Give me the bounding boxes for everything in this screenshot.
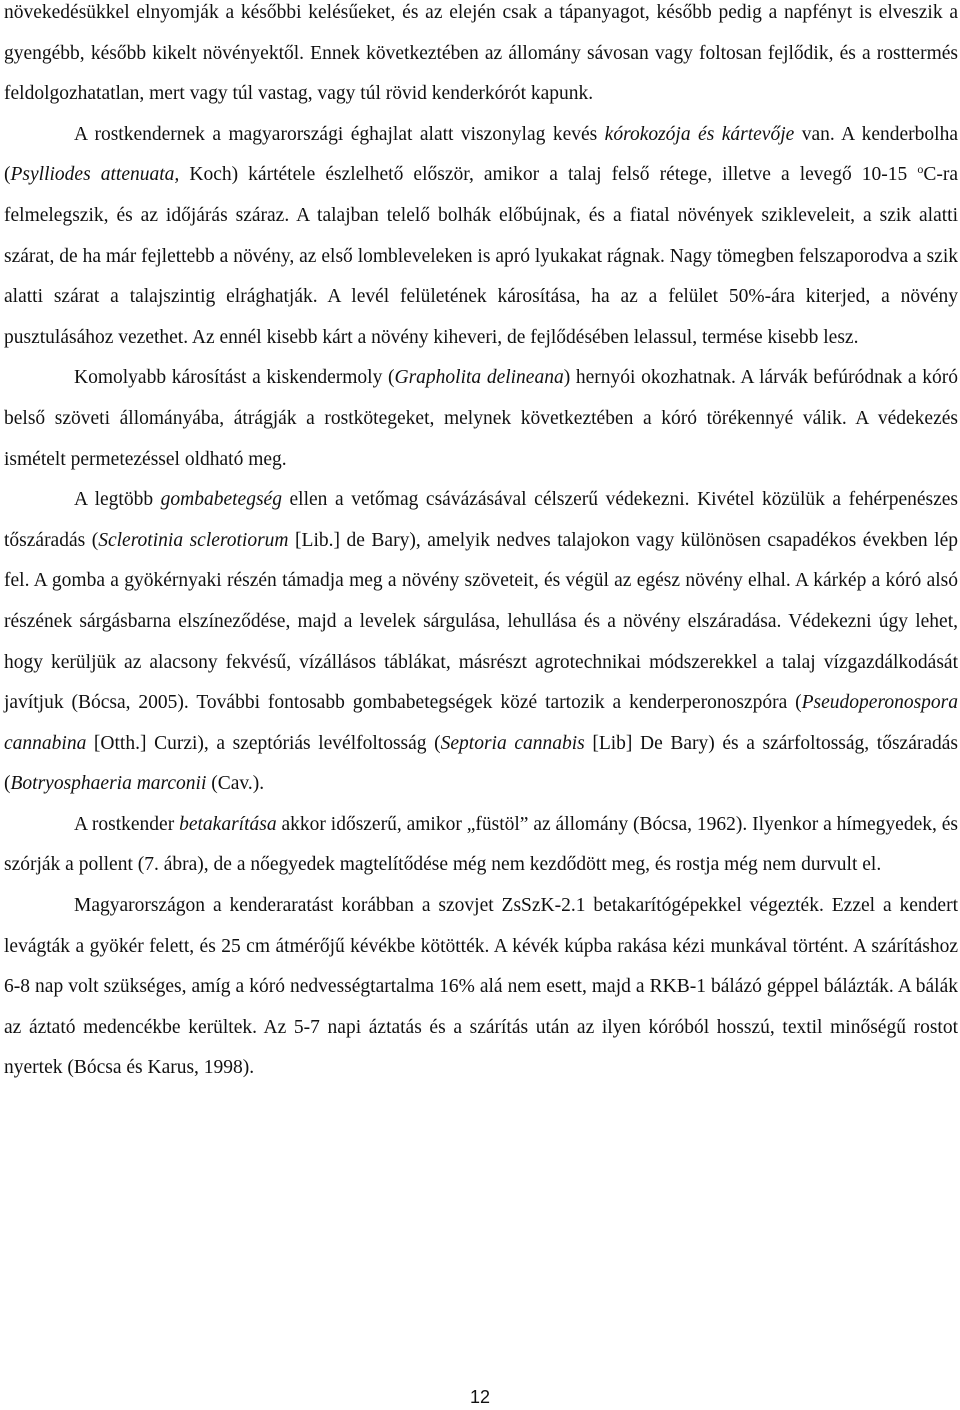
text-run: A legtöbb [74,489,161,511]
text-run: A rostkendernek a magyarországi éghajlat alatt viszonylag kevés [74,123,605,145]
text-run: A rostkender [74,813,180,835]
italic-text: Pseudoperonospora cannabina [4,692,958,754]
text-run: Magyarországon a kenderaratást korábban a szovjet ZsSzK-2.1 betakarítógépekkel végezték. Ezzel a kendert levágták a gyökér felett, és 25 cm átmérőjű kévékbe kötötték. A kévék kúpba rakása kézi munkával történt. A szárításhoz 6-8 nap volt szükséges, amíg a kóró nedvességtartalma 16% alá nem esett, majd a RKB-1 bálázó géppel bálázták. A bálák az áztató medencékbe kerültek. Az 5-7 napi áztatás és a szárítás után az ilyen kóróból hosszú, textil minőségű rostot nyertek (Bócsa és Karus, 1998). [4,895,958,1079]
italic-text: Septoria cannabis [440,732,585,754]
paragraph-5 [4,805,958,886]
document-body [4,0,958,1089]
italic-text: Sclerotinia sclerotiorum [98,529,289,551]
text-run: C-ra felmelegszik, és az időjárás száraz. A talajban telelő bolhák előbújnak, és a fiatal növények szikleveleit, a szik alatti szárat, de ha már fejlettebb a növény, az első lombleveleken is apró lyukakat rágnak. Nagy tömegben felszaporodva a szik alatti szárat a talajszintig elrághatják. A levél felületének károsítása, ha az a felület 50%-ára kiterjed, a növény pusztulásához vezethet. Az ennél kisebb kárt a növény kiheveri, de fejlődésében lelassul, termése kisebb lesz. [4,164,959,348]
text-run: ellen a vetőmag csávázásával célszerű védekezni. Kivétel közülük a fehérpenészes tőszáradás ( [4,489,958,551]
text-run: (Cav.). [206,773,265,795]
italic-text: kórokozója és kártevője [604,123,795,145]
text-run: [Otth.] Curzi), a szeptóriás levélfoltosság ( [86,732,441,754]
text-run: akkor időszerű, amikor „füstöl” az állomány (Bócsa, 1962). Ilyenkor a hímegyedek, és szórják a pollent (7. ábra), de a nőegyedek magtelítődése még nem kezdődött meg, és rostja még nem durvult el. [4,813,958,876]
superscript-text: o [917,162,924,177]
italic-text: Psylliodes attenuata, [10,164,180,186]
italic-text: Botryosphaeria marconii [10,773,207,795]
italic-text: Grapholita delineana [394,367,564,389]
italic-text: betakarítása [179,813,277,835]
paragraph-2 [4,115,958,359]
paragraph-3 [4,358,958,480]
paragraph-1 [4,0,958,115]
text-run: ) hernyói okozhatnak. A lárvák befúródnak a kóró belső szöveti állományába, átrágják a rostkötegeket, melynek következtében a kóró törékennyé válik. A védekezés ismételt permetezéssel oldható meg. [4,367,958,470]
text-run: [Lib] De Bary) és a szárfoltosság, tőszáradás ( [4,732,958,795]
italic-text: gombabetegség [160,489,282,511]
page-number: 12 [469,1387,491,1407]
paragraph-4 [4,480,958,805]
text-run: van. A kenderbolha ( [4,123,958,186]
text-run: Koch) kártétele észlelhető először, amikor a talaj felső rétege, illetve a levegő 10-15 [179,164,918,186]
paragraph-6 [4,886,958,1089]
text-run: Komolyabb károsítást a kiskendermoly ( [74,367,395,389]
text-run: [Lib.] de Bary), amelyik nedves talajokon vagy különösen csapadékos években lép fel. A gomba a gyökérnyaki részén támadja meg a növény szöveteit, és végül az egész növény elhal. A kárkép a kóró alsó részének sárgásbarna elszíneződése, majd a levelek sárgulása, lehullása és a növény elszáradása. Védekezni úgy lehet, hogy kerüljük az alacsony fekvésű, vízállásos táblákat, másrészt agrotechnikai módszerekkel a talaj vízgazdálkodását javítjuk (Bócsa, 2005). További fontosabb gombabetegségek közé tartozik a kenderperonoszpóra ( [4,529,958,714]
text-run: növekedésükkel elnyomják a későbbi kelésűeket, és az elején csak a tápanyagot, később pedig a napfényt is elveszik a gyengébb, később kikelt növényektől. Ennek következtében az állomány sávosan vagy foltosan fejlődik, és a rosttermés feldolgozhatatlan, mert vagy túl vastag, vagy túl rövid kenderkórót kapunk. [4,2,958,105]
